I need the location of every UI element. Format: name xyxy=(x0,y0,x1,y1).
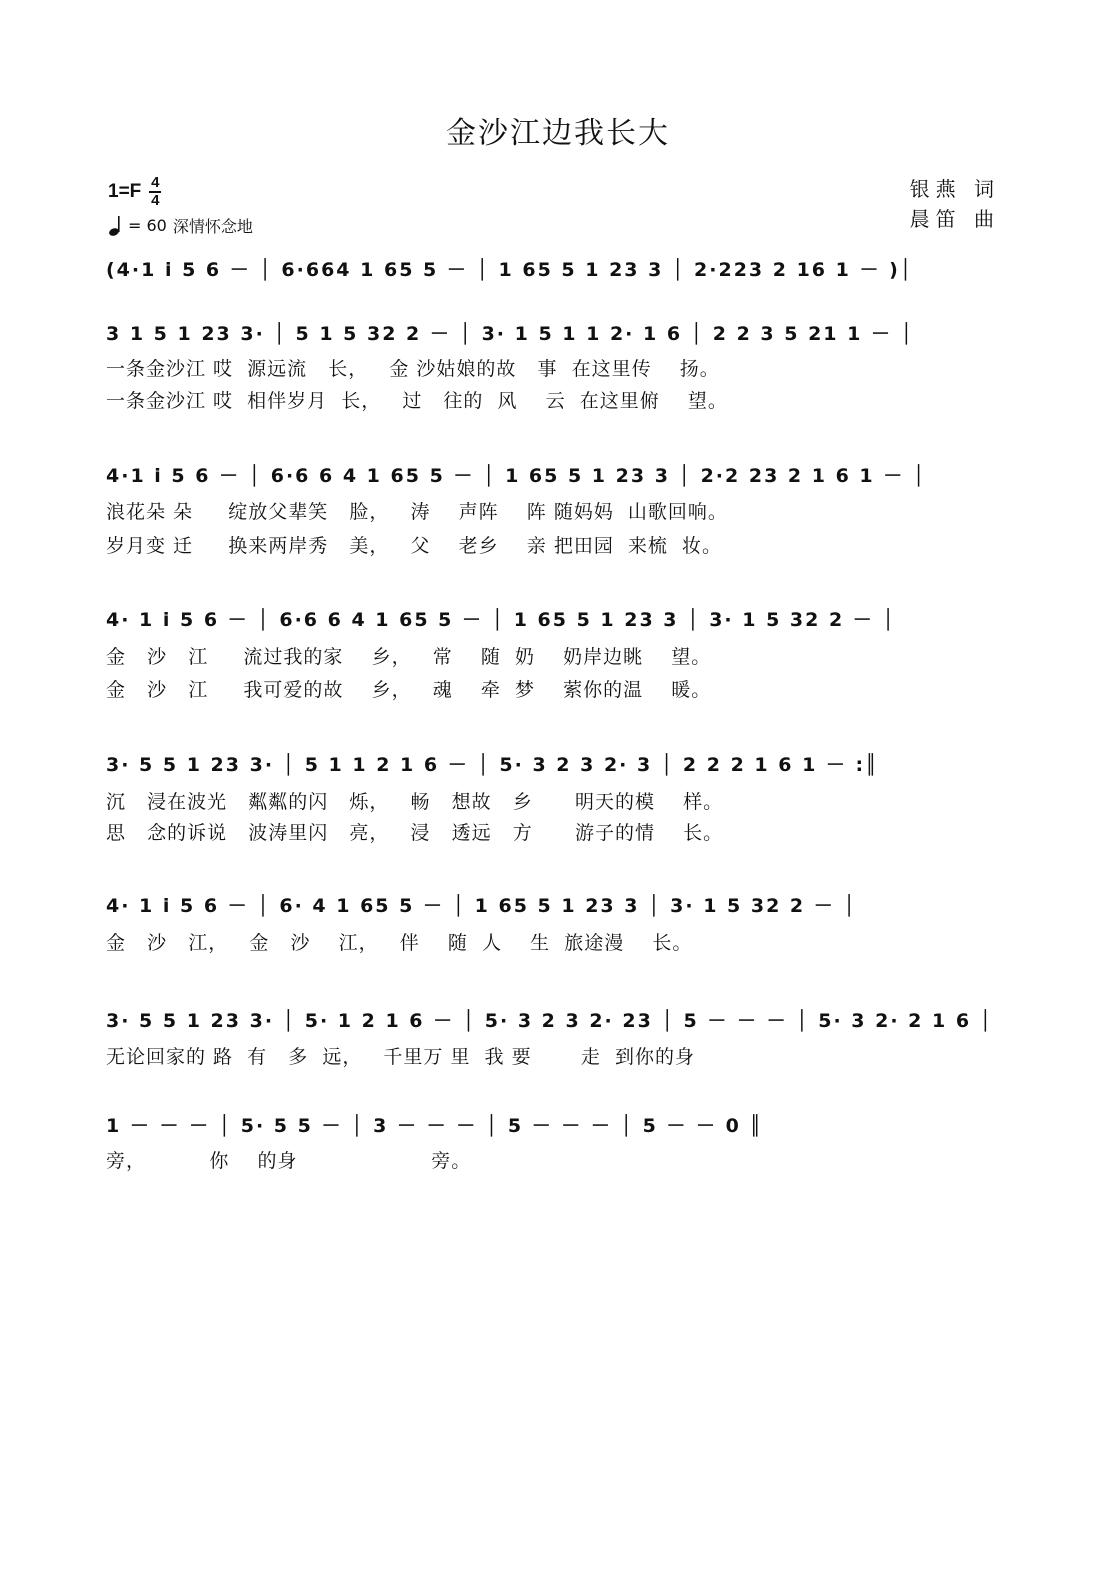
notation-line-7: 3· 5 5 1 23 3· │ 5· 1 2 1 6 － │ 5· 3 2 3 2· 23 │ 5 － － － │ 5· 3 2· 2 1 6 │ xyxy=(106,1009,994,1032)
key-tonic: 1=F xyxy=(108,181,142,202)
lyric-line-4b: 金 沙 江 我可爱的故 乡， 魂 牵 梦 萦你的温 暖。 xyxy=(106,679,712,701)
song-title: 金沙江边我长大 xyxy=(446,116,670,151)
credits xyxy=(910,174,1000,234)
lyric-line-3b: 岁月变 迁 换来两岸秀 美， 父 老乡 亲 把田园 来梳 妆。 xyxy=(106,535,722,557)
lyric-line-5a: 沉 浸在波光 粼粼的闪 烁， 畅 想故 乡 明天的模 样。 xyxy=(106,791,724,813)
lyric-line-7a: 无论回家的 路 有 多 远， 千里万 里 我 要 走 到你的身 xyxy=(106,1046,695,1068)
time-signature xyxy=(149,176,161,208)
notation-line-4: 4· 1 i 5 6 － │ 6·6 6 4 1 65 5 － │ 1 65 5 1 23 3 │ 3· 1 5 32 2 － │ xyxy=(106,608,896,631)
lyric-line-8a: 旁， 你 的身 旁。 xyxy=(106,1150,472,1172)
lyric-line-4a: 金 沙 江 流过我的家 乡， 常 随 奶 奶岸边眺 望。 xyxy=(106,646,712,668)
time-top: 4 xyxy=(151,174,160,191)
notation-line-6: 4· 1 i 5 6 － │ 6· 4 1 65 5 － │ 1 65 5 1 23 3 │ 3· 1 5 32 2 － │ xyxy=(106,894,857,917)
notation-line-2: 3 1 5 1 23 3· │ 5 1 5 32 2 － │ 3· 1 5 1 1 2· 1 6 │ 2 2 3 5 21 1 － │ xyxy=(106,322,915,345)
composer-credit: 晨笛 曲 xyxy=(909,207,1000,231)
lyric-line-2a: 一条金沙江 哎 源远流 长， 金 沙姑娘的故 事 在这里传 扬。 xyxy=(106,358,720,380)
key-signature xyxy=(108,176,161,208)
lyric-line-6a: 金 沙 江， 金 沙 江， 伴 随 人 生 旅途漫 长。 xyxy=(106,932,693,954)
quarter-note-icon xyxy=(108,215,126,237)
tempo-marking xyxy=(108,214,253,237)
tempo-value: = 60 xyxy=(128,216,167,235)
notation-line-5: 3· 5 5 1 23 3· │ 5 1 1 2 1 6 － │ 5· 3 2 3 2· 3 │ 2 2 2 1 6 1 － :║ xyxy=(106,753,879,776)
time-bottom: 4 xyxy=(151,192,160,209)
lyric-line-3a: 浪花朵 朵 绽放父辈笑 脸， 涛 声阵 阵 随妈妈 山歌回响。 xyxy=(106,501,728,523)
notation-line-3: 4·1 i 5 6 － │ 6·6 6 4 1 65 5 － │ 1 65 5 1 23 3 │ 2·2 23 2 1 6 1 － │ xyxy=(106,464,927,487)
lyricist-credit: 银燕 词 xyxy=(909,177,1000,201)
lyric-line-2b: 一条金沙江 哎 相伴岁月 长， 过 往的 风 云 在这里俯 望。 xyxy=(106,390,728,412)
lyric-line-5b: 思 念的诉说 波涛里闪 亮， 浸 透远 方 游子的情 长。 xyxy=(106,822,724,844)
notation-line-8: 1 － － － │ 5· 5 5 － │ 3 － － － │ 5 － － － │ 5 － － 0 ║ xyxy=(106,1114,763,1137)
tempo-expression: 深情怀念地 xyxy=(172,217,253,236)
notation-line-1: (4·1 i 5 6 － │ 6·664 1 65 5 － │ 1 65 5 1 23 3 │ 2·223 2 16 1 － )│ xyxy=(106,258,914,281)
